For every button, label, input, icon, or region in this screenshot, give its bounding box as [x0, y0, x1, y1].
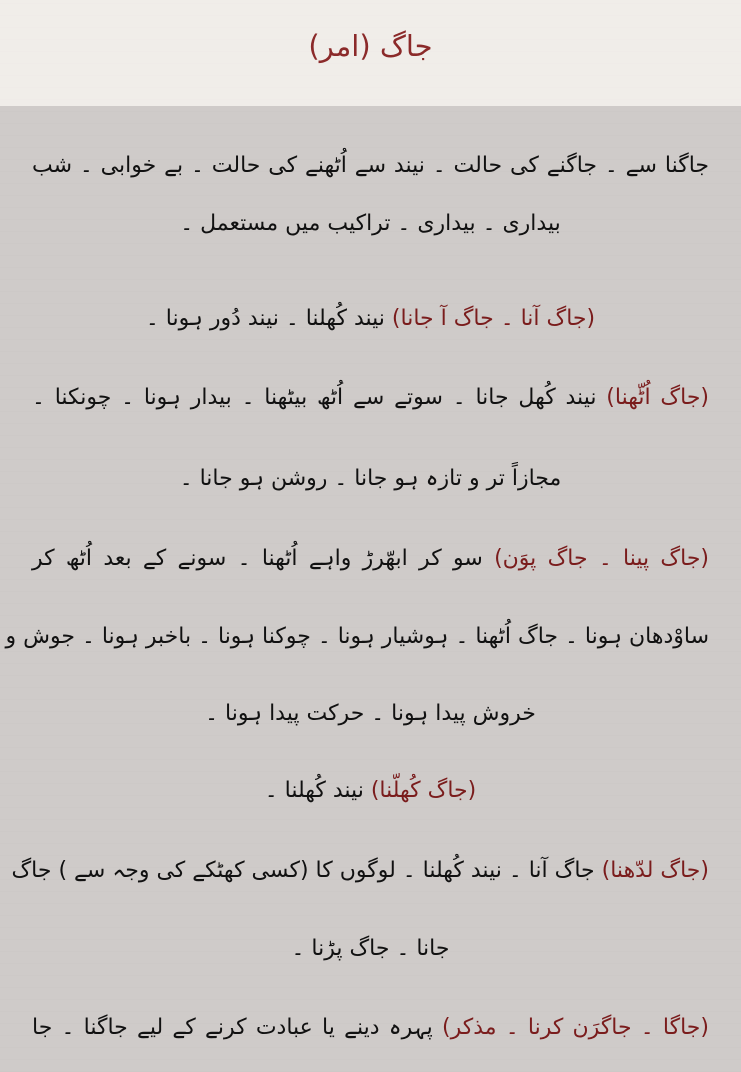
definition-text: جاگ آنا ۔ نیند کُھلنا ۔ لوگوں کا (کسی کھٹکے کی وجہ سے ) جاگ [11, 858, 595, 883]
idiom-term: (جاگ آنا ۔ جاگ آ جانا) [391, 306, 596, 331]
definition-text: نیند کُھلنا ۔ نیند دُور ہونا ۔ [145, 306, 385, 331]
idiom-term: (جاگ اُٹّھنا) [606, 385, 709, 410]
entry-line [32, 209, 709, 239]
entry-line [32, 544, 709, 574]
idiom-term: (جاگا ۔ جاگرَن کرنا ۔ مذکر) [442, 1015, 709, 1040]
entry-line [32, 934, 709, 964]
idiom-term: (جاگ کُھلّنا) [370, 778, 477, 803]
entry-line [32, 1013, 709, 1043]
dictionary-entry [0, 106, 741, 1072]
definition-text: نیند کُھلنا ۔ [264, 778, 364, 803]
definition-text: ساوْدھان ہونا ۔ جاگ اُٹھنا ۔ ہوشیار ہونا ۔ چوکنا ہونا ۔ باخبر ہونا ۔ جوش و [5, 624, 709, 649]
entry-line [32, 151, 709, 181]
idiom-term: (جاگ پینا ۔ جاگ پوَن) [494, 546, 710, 571]
idiom-term: (جاگ لدّھنا) [601, 858, 709, 883]
entry-line [32, 776, 709, 806]
definition-text: جاگنا سے ۔ جاگنے کی حالت ۔ نیند سے اُٹھنے کی حالت ۔ بے خوابی ۔ شب [32, 153, 709, 178]
definition-text: خروش پیدا ہونا ۔ حرکت پیدا ہونا ۔ [205, 701, 536, 726]
definition-text: پہرہ دینے یا عبادت کرنے کے لیے جاگنا ۔ جا [32, 1015, 433, 1040]
definition-text: بیداری ۔ بیداری ۔ تراکیب میں مستعمل ۔ [180, 211, 561, 236]
entry-line [11, 856, 709, 886]
definition-text: سو کر ابھّرڑ واہے اُٹھنا ۔ سونے کے بعد اُٹھ کر [32, 546, 483, 571]
definition-text: نیند کُھل جانا ۔ سوتے سے اُٹھ بیٹھنا ۔ بیدار ہونا ۔ چونکنا ۔ [32, 385, 597, 410]
page-header [0, 0, 741, 106]
entry-line [5, 622, 709, 652]
definition-text: جانا ۔ جاگ پڑنا ۔ [291, 936, 450, 961]
entry-line [32, 304, 709, 334]
entry-line [32, 383, 709, 413]
definition-text: مجازاً تر و تازہ ہو جانا ۔ روشن ہو جانا ۔ [179, 466, 562, 491]
entry-line [32, 464, 709, 494]
page-title: جاگ (امر) [308, 29, 433, 63]
entry-line [32, 699, 709, 729]
